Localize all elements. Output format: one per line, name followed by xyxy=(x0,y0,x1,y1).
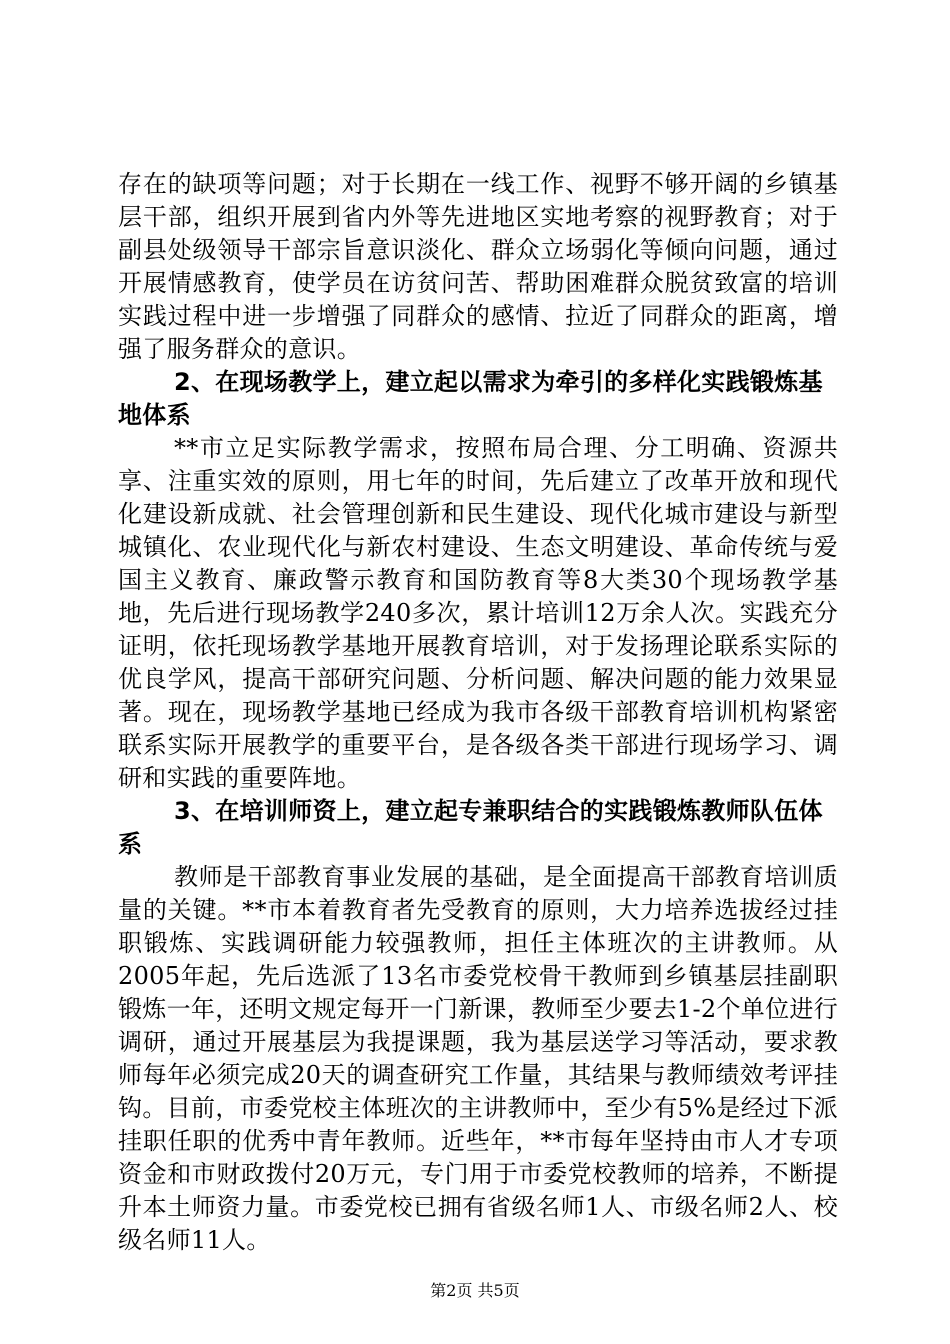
paragraph-continuation: 存在的缺项等问题；对于长期在一线工作、视野不够开阔的乡镇基层干部，组织开展到省内外等先进地区实地考察的视野教育；对于副县处级领导干部宗旨意识淡化、群众立场弱化等倾向问题，通过开展情感教育，使学员在访贫问苦、帮助困难群众脱贫致富的培训实践过程中进一步增强了同群众的感情、拉近了同群众的距离，增强了服务群众的意识。 xyxy=(118,170,838,363)
page-number-footer: 第2页 共5页 xyxy=(430,1281,520,1300)
paragraph-teaching-staff: 教师是干部教育事业发展的基础，是全面提高干部教育培训质量的关键。**市本着教育者先受教育的原则，大力培养选拔经过挂职锻炼、实践调研能力较强教师，担任主体班次的主讲教师。从2005年起，先后选派了13名市委党校骨干教师到乡镇基层挂副职锻炼一年，还明文规定每开一门新课，教师至少要去1-2个单位进行调研，通过开展基层为我提课题，我为基层送学习等活动，要求教师每年必须完成20天的调查研究工作量，其结果与教师绩效考评挂钩。目前，市委党校主体班次的主讲教师中，至少有5%是经过下派挂职任职的优秀中青年教师。近些年，**市每年坚持由市人才专项资金和市财政拨付20万元，专门用于市委党校教师的培养，不断提升本土师资力量。市委党校已拥有省级名师1人、市级名师2人、校级名师11人。 xyxy=(118,863,838,1254)
section-heading-2: 2、在现场教学上，建立起以需求为牵引的多样化实践锻炼基地体系 xyxy=(118,368,823,429)
section-heading-3: 3、在培训师资上，建立起专兼职结合的实践锻炼教师队伍体系 xyxy=(118,797,823,858)
document-body xyxy=(118,168,838,1257)
paragraph-field-teaching: **市立足实际教学需求，按照布局合理、分工明确、资源共享、注重实效的原则，用七年的时间，先后建立了改革开放和现代化建设新成就、社会管理创新和民生建设、现代化城市建设与新型城镇化、农业现代化与新农村建设、生态文明建设、革命传统与爱国主义教育、廉政警示教育和国防教育等8大类30个现场教学基地，先后进行现场教学240多次，累计培训12万余人次。实践充分证明，依托现场教学基地开展教育培训，对于发扬理论联系实际的优良学风，提高干部研究问题、分析问题、解决问题的能力效果显著。现在，现场教学基地已经成为我市各级干部教育培训机构紧密联系实际开展教学的重要平台，是各级各类干部进行现场学习、调研和实践的重要阵地。 xyxy=(118,434,838,792)
